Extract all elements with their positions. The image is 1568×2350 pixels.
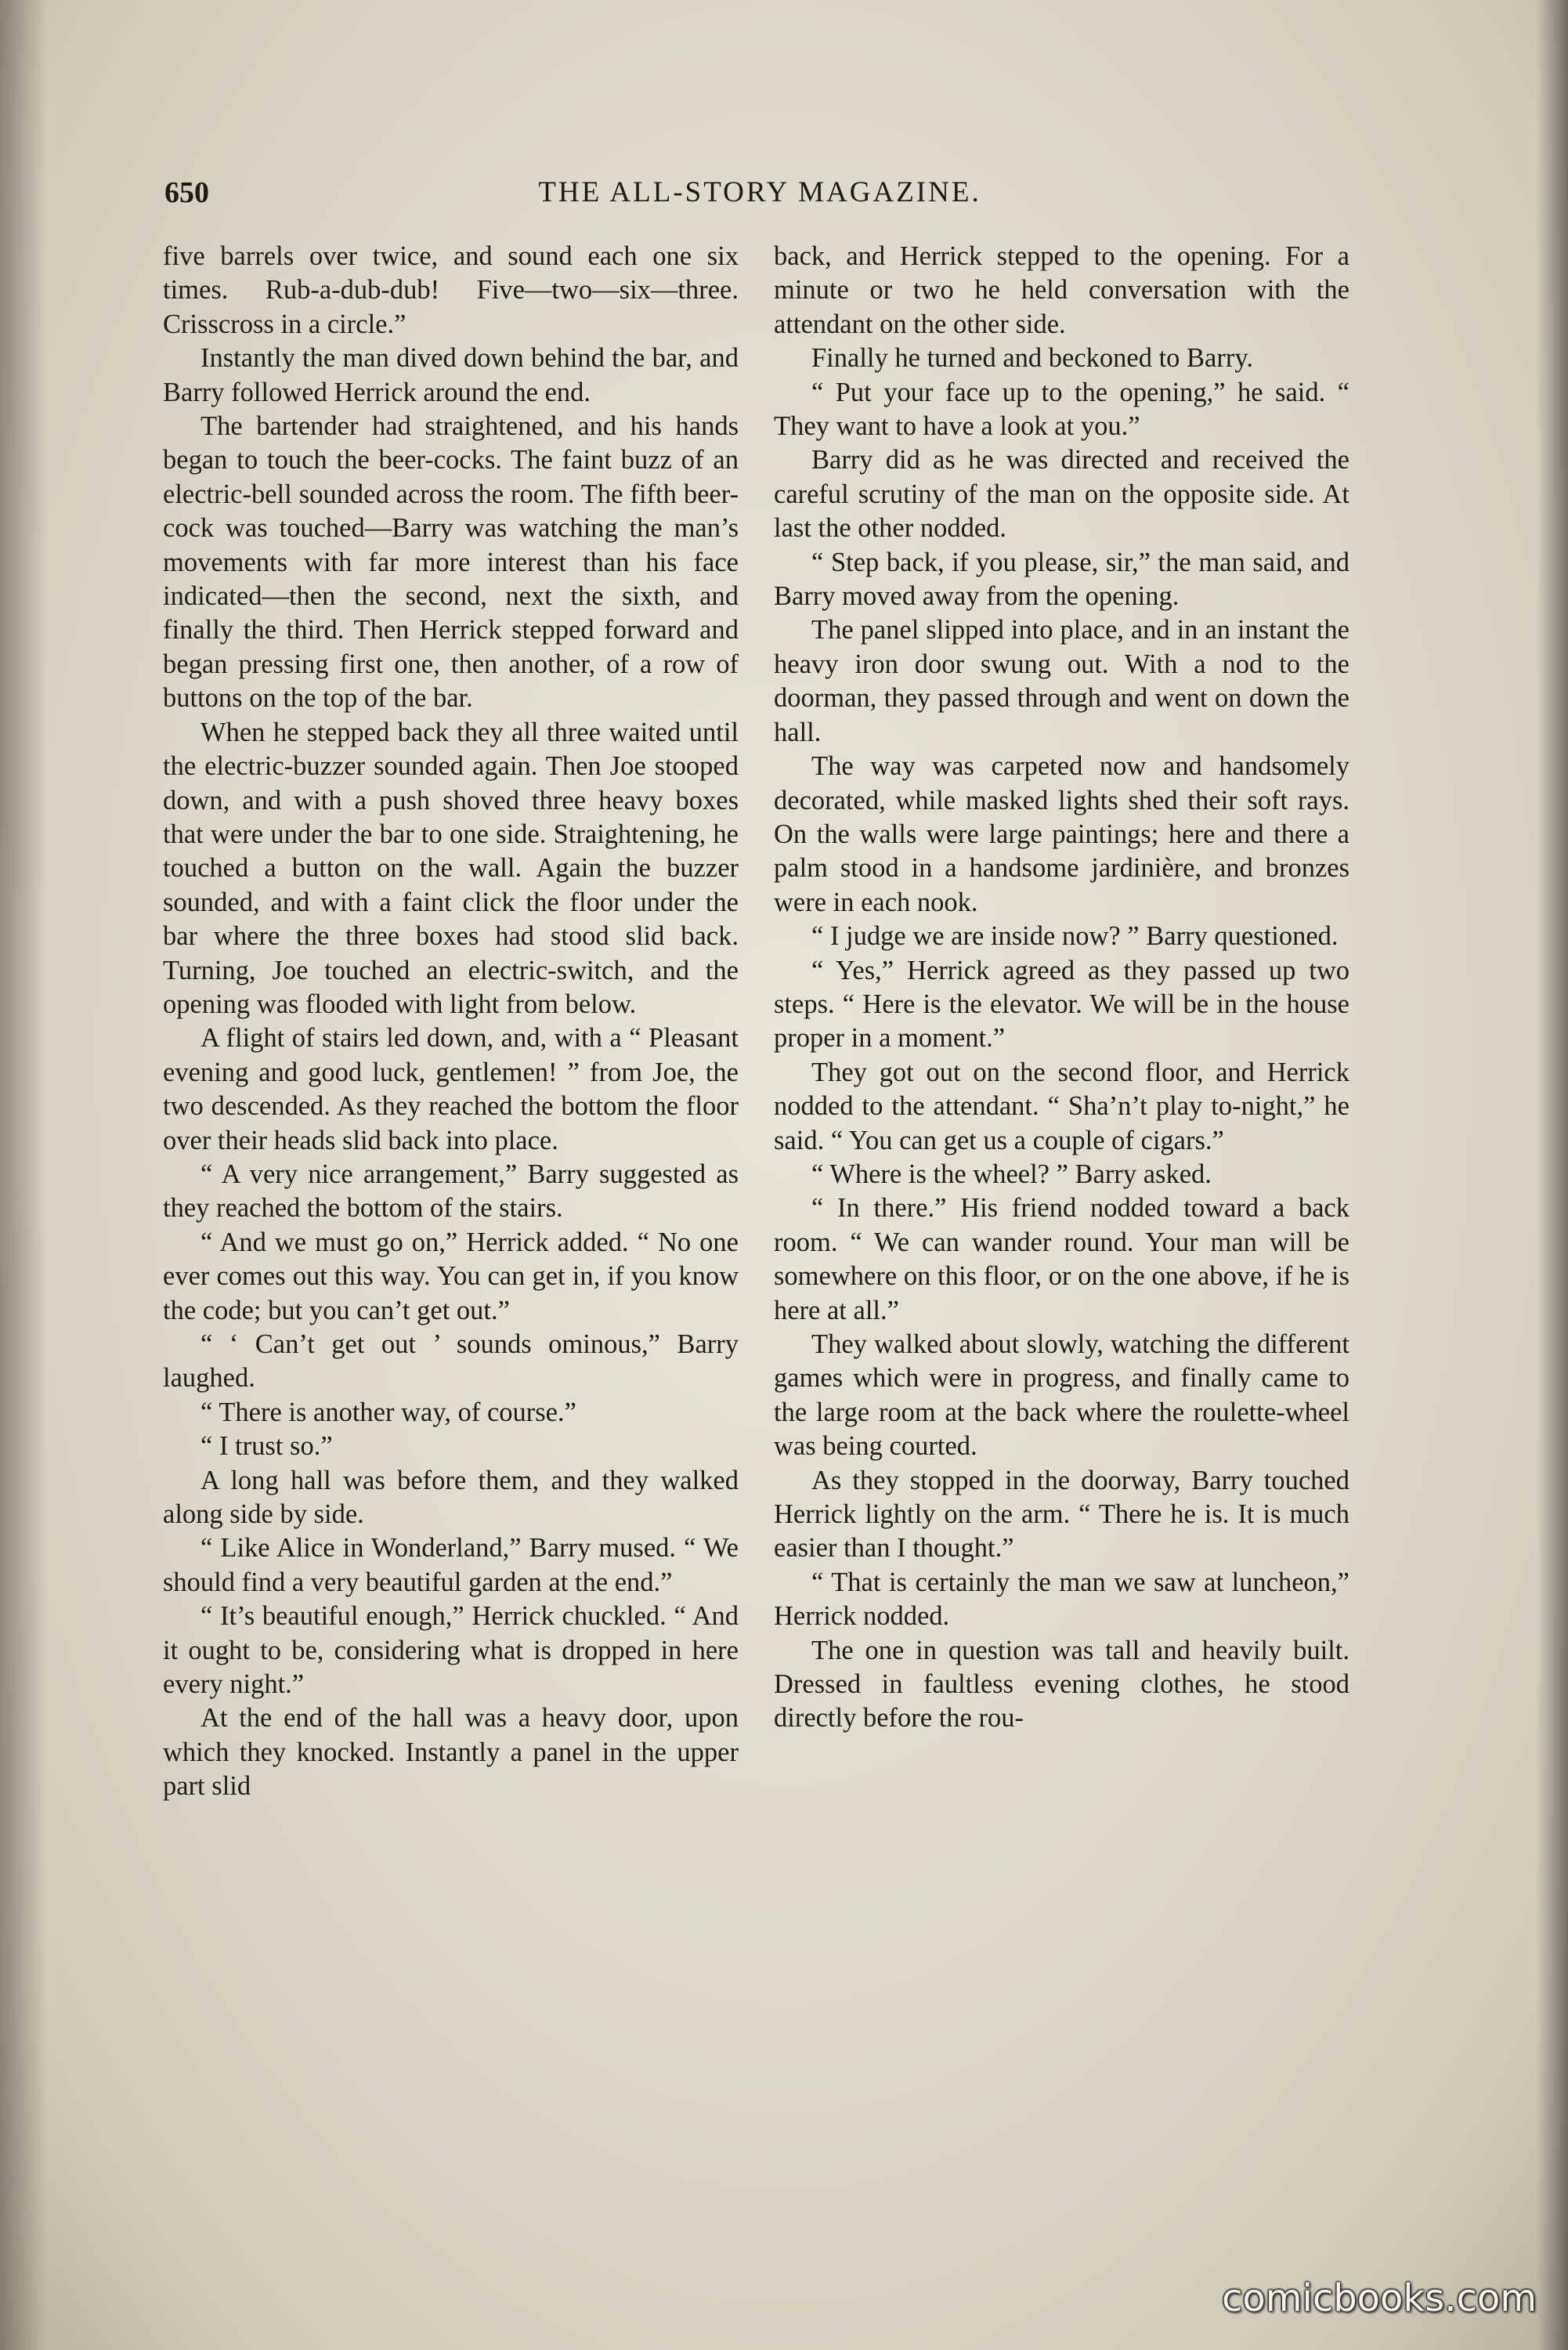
paragraph: The panel slipped into place, and in an instant the heavy iron door swung out. With a nod to the doorman, they passed through and went on down the hall. [774, 615, 1349, 747]
paragraph: “ Yes,” Herrick agreed as they passed up two steps. “ Here is the elevator. We will be in the house proper in a moment.” [774, 955, 1349, 1054]
right-column [774, 240, 1349, 1736]
paragraph: The one in question was tall and heavily built. Dressed in faultless evening clothes, he stood directly before the rou- [774, 1635, 1349, 1734]
paragraph: “ I judge we are inside now? ” Barry questioned. [811, 921, 1339, 952]
page-number: 650 [164, 176, 209, 209]
left-column [163, 240, 739, 1804]
paragraph: “ Step back, if you please, sir,” the man said, and Barry moved away from the opening. [774, 547, 1349, 612]
paragraph: “ Put your face up to the opening,” he said. “ They want to have a look at you.” [774, 377, 1349, 442]
paragraph: “ I trust so.” [201, 1431, 333, 1462]
watermark: comicbooks.com [1221, 2276, 1537, 2320]
paragraph: When he stepped back they all three waited until the electric-buzzer sounded again. Then Joe stooped down, and with a push shoved three heavy boxes that were under the bar to one side. Straightening, he touched a button on the wall. Again the buzzer sounded, and with a faint click the floor under the bar where the three boxes had stood slid back. Turning, Joe touched an electric-switch, and the opening was flooded with light from below. [163, 717, 739, 1019]
paragraph: “ Like Alice in Wonderland,” Barry mused. “ We should find a very beautiful garden at the end.” [163, 1533, 739, 1597]
paragraph: As they stopped in the doorway, Barry touched Herrick lightly on the arm. “ There he is. It is much easier than I thought.” [774, 1465, 1349, 1564]
paragraph: “ That is certainly the man we saw at luncheon,” Herrick nodded. [774, 1567, 1349, 1632]
paragraph: “ ‘ Can’t get out ’ sounds ominous,” Barry laughed. [163, 1329, 739, 1394]
paragraph: A long hall was before them, and they walked along side by side. [163, 1465, 739, 1530]
paragraph: “ A very nice arrangement,” Barry suggested as they reached the bottom of the stairs. [163, 1159, 739, 1224]
paragraph: Barry did as he was directed and received the careful scrutiny of the man on the opposite side. At last the other nodded. [774, 445, 1349, 544]
paragraph: They got out on the second floor, and Herrick nodded to the attendant. “ Sha’n’t play to-night,” he said. “ You can get us a couple of cigars.” [774, 1057, 1349, 1155]
page-header [164, 175, 1355, 215]
paragraph: “ In there.” His friend nodded toward a back room. “ We can wander round. Your man will be somewhere on this floor, or on the one above, if he is here at all.” [774, 1193, 1349, 1325]
paragraph: Finally he turned and beckoned to Barry. [811, 343, 1253, 374]
paragraph: The bartender had straightened, and his hands began to touch the beer-cocks. The faint buzz of an electric-bell sounded across the room. The fifth beer-cock was touched—Barry was watching the man’s movements with far more interest than his face indicated—then the second, next the sixth, and finally the third. Then Herrick stepped forward and began pressing first one, then another, of a row of buttons on the top of the bar. [163, 411, 739, 714]
paragraph: back, and Herrick stepped to the opening. For a minute or two he held conversation with the attendant on the other side. [774, 241, 1349, 339]
paragraph: They walked about slowly, watching the different games which were in progress, and finally came to the large room at the back where the roulette-wheel was being courted. [774, 1329, 1349, 1462]
paragraph: Instantly the man dived down behind the bar, and Barry followed Herrick around the end. [163, 343, 739, 407]
paragraph: “ It’s beautiful enough,” Herrick chuckled. “ And it ought to be, considering what is dropped in here every night.” [163, 1601, 739, 1700]
paragraph: five barrels over twice, and sound each one six times. Rub-a-dub-dub! Five—two—six—three. Crisscross in a circle.” [163, 241, 739, 339]
paragraph: “ Where is the wheel? ” Barry asked. [811, 1159, 1212, 1189]
paragraph: “ There is another way, of course.” [201, 1397, 576, 1427]
paragraph: The way was carpeted now and handsomely decorated, while masked lights shed their soft rays. On the walls were large paintings; here and there a palm stood in a handsome jardinière, and bronzes were in each nook. [774, 751, 1349, 917]
paragraph: A flight of stairs led down, and, with a “ Pleasant evening and good luck, gentlemen! ” from Joe, the two descended. As they reached the bottom the floor over their heads slid back into place. [163, 1023, 739, 1155]
running-title: THE ALL-STORY MAGAZINE. [538, 176, 981, 208]
paragraph: At the end of the hall was a heavy door, upon which they knocked. Instantly a panel in the upper part slid [163, 1703, 739, 1802]
paragraph: “ And we must go on,” Herrick added. “ No one ever comes out this way. You can get in, if you know the code; but you can’t get out.” [163, 1227, 739, 1325]
